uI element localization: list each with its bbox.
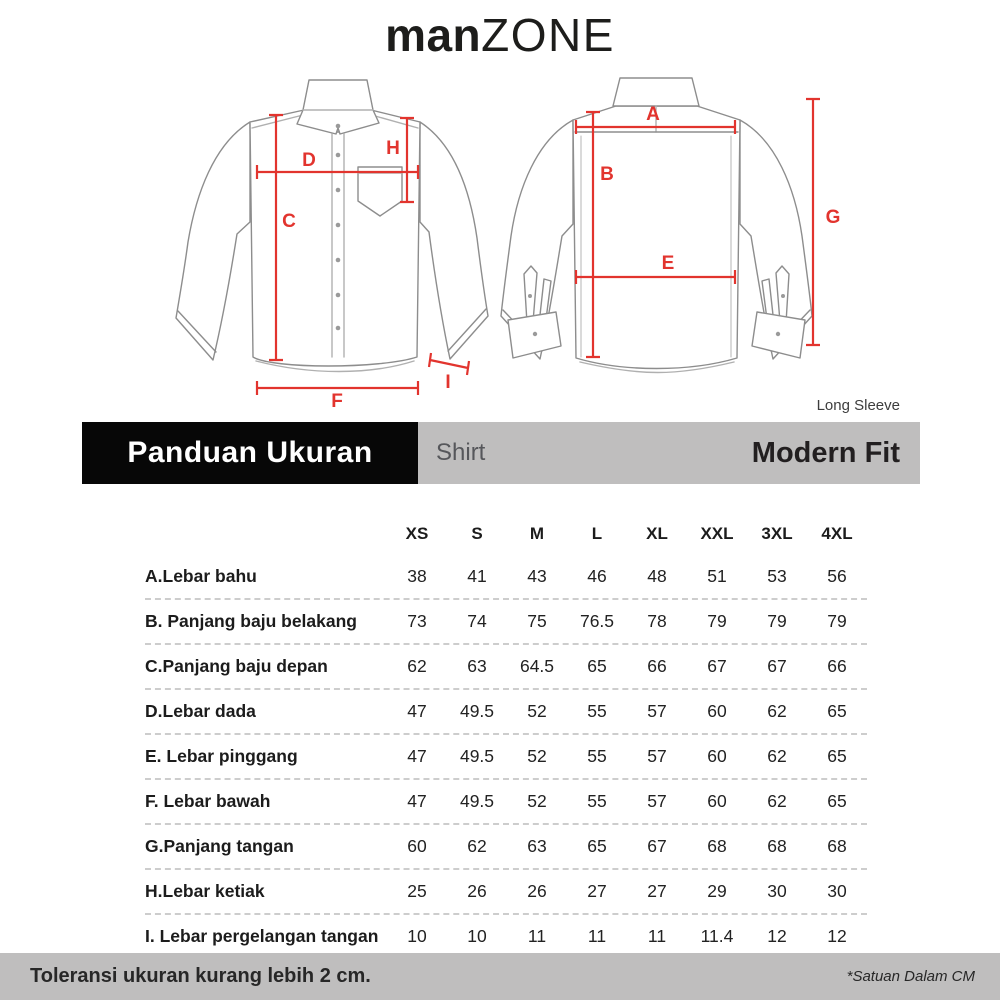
table-row bbox=[145, 600, 867, 645]
table-row bbox=[145, 780, 867, 825]
size-value: 49.5 bbox=[459, 791, 495, 811]
size-value: 53 bbox=[767, 566, 787, 586]
column-header-xl: XL bbox=[646, 523, 668, 543]
measure-label-i: I bbox=[445, 372, 451, 393]
row-label: A.Lebar bahu bbox=[145, 566, 257, 586]
size-value: 12 bbox=[767, 926, 787, 946]
row-label: I. Lebar pergelangan tangan bbox=[145, 926, 379, 946]
size-value: 55 bbox=[587, 701, 607, 721]
size-value: 75 bbox=[527, 611, 547, 631]
measure-label-a: A bbox=[646, 104, 660, 125]
size-value: 68 bbox=[767, 836, 787, 856]
column-header-m: M bbox=[529, 523, 545, 543]
size-value: 60 bbox=[707, 791, 727, 811]
size-value: 10 bbox=[467, 926, 487, 946]
row-label: B. Panjang baju belakang bbox=[145, 611, 357, 631]
size-value: 65 bbox=[827, 701, 847, 721]
size-value: 30 bbox=[827, 881, 847, 901]
size-value: 62 bbox=[767, 701, 787, 721]
size-value: 63 bbox=[527, 836, 547, 856]
size-value: 57 bbox=[647, 746, 667, 766]
size-value: 65 bbox=[587, 656, 607, 676]
size-value: 67 bbox=[707, 656, 727, 676]
size-value: 47 bbox=[407, 791, 427, 811]
size-value: 52 bbox=[527, 701, 547, 721]
title-band bbox=[82, 422, 920, 484]
size-value: 11.4 bbox=[700, 926, 734, 946]
size-value: 11 bbox=[647, 926, 667, 946]
size-value: 49.5 bbox=[459, 701, 495, 721]
size-value: 79 bbox=[827, 611, 847, 631]
size-value: 68 bbox=[827, 836, 847, 856]
size-value: 78 bbox=[647, 611, 667, 631]
size-value: 12 bbox=[827, 926, 847, 946]
size-value: 48 bbox=[647, 566, 667, 586]
measure-label-c: C bbox=[282, 211, 296, 232]
table-row bbox=[145, 735, 867, 780]
column-header-s: S bbox=[471, 523, 483, 543]
table-row bbox=[145, 870, 867, 915]
size-value: 30 bbox=[767, 881, 787, 901]
size-value: 25 bbox=[407, 881, 427, 901]
column-header-xxl: XXL bbox=[700, 523, 734, 543]
size-value: 52 bbox=[527, 746, 547, 766]
size-value: 27 bbox=[587, 881, 607, 901]
measure-label-f: F bbox=[331, 391, 343, 412]
size-table-body bbox=[145, 555, 867, 958]
size-value: 26 bbox=[527, 881, 547, 901]
size-value: 11 bbox=[527, 926, 547, 946]
size-value: 47 bbox=[407, 746, 427, 766]
unit-note: *Satuan Dalam CM bbox=[846, 968, 975, 985]
row-label: E. Lebar pinggang bbox=[145, 746, 298, 766]
table-row bbox=[145, 555, 867, 600]
size-value: 67 bbox=[767, 656, 787, 676]
measure-label-g: G bbox=[825, 207, 841, 228]
size-value: 29 bbox=[707, 881, 727, 901]
size-value: 52 bbox=[527, 791, 547, 811]
size-value: 79 bbox=[767, 611, 787, 631]
table-row bbox=[145, 645, 867, 690]
row-label: D.Lebar dada bbox=[145, 701, 256, 721]
size-value: 79 bbox=[707, 611, 727, 631]
size-value: 73 bbox=[407, 611, 427, 631]
column-header-xs: XS bbox=[405, 523, 429, 543]
tolerance-note: Toleransi ukuran kurang lebih 2 cm. bbox=[30, 965, 371, 987]
size-value: 65 bbox=[587, 836, 607, 856]
size-value: 55 bbox=[587, 791, 607, 811]
size-value: 41 bbox=[467, 566, 487, 586]
size-value: 60 bbox=[707, 746, 727, 766]
measure-label-e: E bbox=[661, 253, 675, 274]
table-row bbox=[145, 825, 867, 870]
row-label: H.Lebar ketiak bbox=[145, 881, 265, 901]
measure-label-b: B bbox=[600, 164, 614, 185]
brand-logo bbox=[0, 10, 1000, 61]
fit-label: Modern Fit bbox=[751, 436, 900, 469]
size-value: 47 bbox=[407, 701, 427, 721]
measure-label-d: D bbox=[302, 150, 316, 171]
size-value: 60 bbox=[707, 701, 727, 721]
size-value: 57 bbox=[647, 791, 667, 811]
measure-label-h: H bbox=[386, 138, 400, 159]
size-value: 56 bbox=[827, 566, 847, 586]
size-value: 62 bbox=[767, 791, 787, 811]
size-value: 46 bbox=[587, 566, 607, 586]
size-value: 76.5 bbox=[579, 611, 615, 631]
size-value: 49.5 bbox=[459, 746, 495, 766]
footer-bar bbox=[0, 953, 1000, 1000]
size-value: 51 bbox=[707, 566, 727, 586]
size-value: 60 bbox=[407, 836, 427, 856]
size-value: 65 bbox=[827, 791, 847, 811]
size-value: 62 bbox=[767, 746, 787, 766]
size-guide-title: Panduan Ukuran bbox=[82, 422, 418, 484]
size-value: 38 bbox=[407, 566, 427, 586]
front-shirt-drawing bbox=[176, 80, 488, 372]
row-label: C.Panjang baju depan bbox=[145, 656, 328, 676]
size-table bbox=[145, 512, 867, 958]
size-value: 27 bbox=[647, 881, 667, 901]
size-value: 64.5 bbox=[519, 656, 555, 676]
brand-logo-bold: man bbox=[385, 9, 482, 61]
size-table-header bbox=[145, 512, 867, 555]
size-value: 62 bbox=[467, 836, 487, 856]
table-row bbox=[145, 690, 867, 735]
column-header-l: L bbox=[591, 523, 603, 543]
row-label: G.Panjang tangan bbox=[145, 836, 294, 856]
size-value: 10 bbox=[407, 926, 427, 946]
size-value: 55 bbox=[587, 746, 607, 766]
size-value: 57 bbox=[647, 701, 667, 721]
size-value: 11 bbox=[587, 926, 607, 946]
column-header-3xl: 3XL bbox=[761, 523, 793, 543]
shirt-measurement-diagram bbox=[0, 70, 1000, 420]
title-band-right bbox=[418, 422, 920, 484]
size-value: 63 bbox=[467, 656, 487, 676]
size-value: 68 bbox=[707, 836, 727, 856]
size-value: 62 bbox=[407, 656, 427, 676]
product-category: Shirt bbox=[436, 439, 486, 466]
size-value: 67 bbox=[647, 836, 667, 856]
column-header-4xl: 4XL bbox=[821, 523, 853, 543]
size-value: 74 bbox=[467, 611, 487, 631]
size-value: 43 bbox=[527, 566, 547, 586]
size-value: 66 bbox=[647, 656, 667, 676]
table-row bbox=[145, 915, 867, 958]
brand-logo-light: ZONE bbox=[481, 9, 615, 61]
size-value: 66 bbox=[827, 656, 847, 676]
size-value: 26 bbox=[467, 881, 487, 901]
size-value: 65 bbox=[827, 746, 847, 766]
row-label: F. Lebar bawah bbox=[145, 791, 271, 811]
sleeve-type-label: Long Sleeve bbox=[816, 397, 900, 414]
